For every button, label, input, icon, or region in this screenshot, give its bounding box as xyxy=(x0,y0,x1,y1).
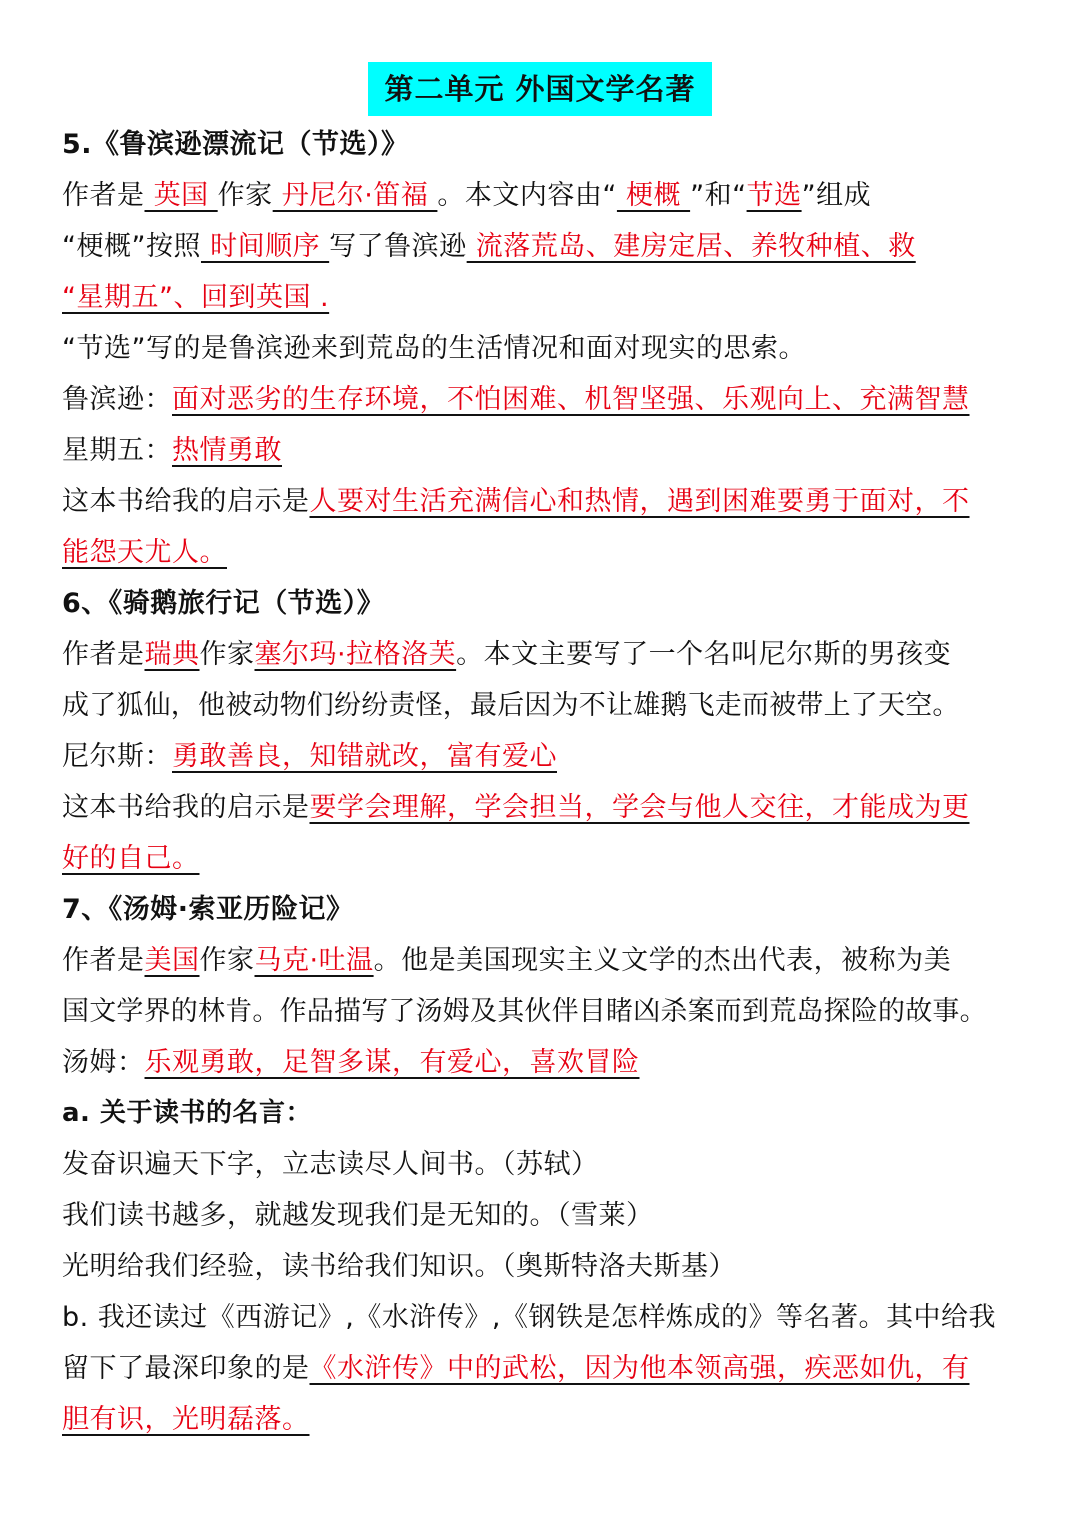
label: 留下了最深印象的是 xyxy=(62,1353,310,1384)
text: 作家 xyxy=(199,639,255,670)
label: 汤姆： xyxy=(62,1047,145,1078)
b-line-3 xyxy=(62,1394,1037,1445)
answer-robinson: 面对恶劣的生存环境，不怕困难、机智坚强、乐观向上、充满智慧 xyxy=(172,384,970,415)
answer-impression-cont: 胆有识，光明磊落。 xyxy=(62,1404,310,1435)
text: 。他是美国现实主义文学的杰出代表，被称为美 xyxy=(373,945,952,976)
section-7-line-2: 国文学界的林肯。作品描写了汤姆及其伙伴目睹凶杀案而到荒岛探险的故事。 xyxy=(62,996,987,1027)
quotes-heading: a. 关于读书的名言： xyxy=(62,1098,312,1128)
section-6-line-2: 成了狐仙，他被动物们纷纷责怪，最后因为不让雄鹅飞走而被带上了天空。 xyxy=(62,690,960,721)
b-line-2 xyxy=(62,1343,1037,1394)
text: 。本文内容由“ xyxy=(437,180,617,211)
answer-author: 丹尼尔·笛福 xyxy=(272,180,438,211)
label: 这本书给我的启示是 xyxy=(62,792,310,823)
section-5-line-5 xyxy=(62,374,1037,425)
text: 。本文主要写了一个名叫尼尔斯的男孩变 xyxy=(456,639,952,670)
section-5-line-7 xyxy=(62,476,1037,527)
section-5-line-4: “节选”写的是鲁滨逊来到荒岛的生活情况和面对现实的思索。 xyxy=(62,333,806,364)
answer-country: 瑞典 xyxy=(144,639,200,670)
text: 作者是 xyxy=(62,945,145,976)
answer-part-1: 梗概 xyxy=(616,180,691,211)
text: 作家 xyxy=(217,180,273,211)
section-6-line-5 xyxy=(62,833,1037,884)
text: 写了鲁滨逊 xyxy=(329,231,467,262)
section-7-line-3 xyxy=(62,1037,1037,1088)
content xyxy=(62,119,1037,1445)
text: ”组成 xyxy=(801,180,872,211)
answer-lesson: 要学会理解，学会担当，学会与他人交往，才能成为更 xyxy=(309,792,970,823)
answer-tom: 乐观勇敢，足智多谋，有爱心，喜欢冒险 xyxy=(144,1047,640,1078)
section-5-line-8 xyxy=(62,527,1037,578)
quote-2: 我们读书越多，就越发现我们是无知的。（雪莱） xyxy=(62,1200,654,1231)
quote-1: 发奋识遍天下字，立志读尽人间书。（苏轼） xyxy=(62,1149,599,1180)
section-6-heading: 6、《骑鹅旅行记（节选）》 xyxy=(62,588,385,619)
answer-nils: 勇敢善良，知错就改，富有爱心 xyxy=(172,741,557,772)
answer-events: 流落荒岛、建房定居、养牧种植、救 xyxy=(466,231,916,262)
title-wrap xyxy=(0,62,1080,116)
label: 尼尔斯： xyxy=(62,741,172,772)
label: 这本书给我的启示是 xyxy=(62,486,310,517)
text: 作家 xyxy=(199,945,255,976)
section-6-line-3 xyxy=(62,731,1037,782)
text: “梗概”按照 xyxy=(62,231,201,262)
section-5-heading: 5.《鲁滨逊漂流记（节选）》 xyxy=(62,129,409,160)
section-5-line-2 xyxy=(62,221,1037,272)
answer-friday: 热情勇敢 xyxy=(172,435,282,466)
quote-3: 光明给我们经验，读书给我们知识。（奥斯特洛夫斯基） xyxy=(62,1251,736,1282)
answer-order: 时间顺序 xyxy=(200,231,330,262)
section-6-line-1 xyxy=(62,629,1037,680)
answer-author: 塞尔玛·拉格洛芙 xyxy=(254,639,457,670)
text: ”和“ xyxy=(690,180,747,211)
page-title: 第二单元 外国文学名著 xyxy=(368,62,711,116)
answer-author: 马克·吐温 xyxy=(254,945,374,976)
section-6-line-4 xyxy=(62,782,1037,833)
answer-lesson: 人要对生活充满信心和热情，遇到困难要勇于面对，不 xyxy=(309,486,970,517)
answer-country: 英国 xyxy=(144,180,218,211)
text: 作者是 xyxy=(62,639,145,670)
text: 作者是 xyxy=(62,180,145,211)
section-7-line-1 xyxy=(62,935,1037,986)
section-5-line-3 xyxy=(62,272,1037,323)
b-line-1: b. 我还读过《西游记》,《水浒传》,《钢铁是怎样炼成的》等名著。其中给我 xyxy=(62,1302,996,1333)
answer-lesson-cont: 好的自己。 xyxy=(62,843,200,874)
answer-lesson-cont: 能怨天尤人。 xyxy=(62,537,227,568)
answer-impression: 《水浒传》中的武松，因为他本领高强，疾恶如仇，有 xyxy=(309,1353,970,1384)
section-5-line-6 xyxy=(62,425,1037,476)
answer-country: 美国 xyxy=(144,945,200,976)
section-7-heading: 7、《汤姆·索亚历险记》 xyxy=(62,894,354,925)
answer-events-cont: “星期五”、回到英国 . xyxy=(62,282,330,313)
label: 鲁滨逊： xyxy=(62,384,172,415)
answer-part-2: 节选 xyxy=(746,180,802,211)
label: 星期五： xyxy=(62,435,172,466)
section-5-line-1 xyxy=(62,170,1037,221)
